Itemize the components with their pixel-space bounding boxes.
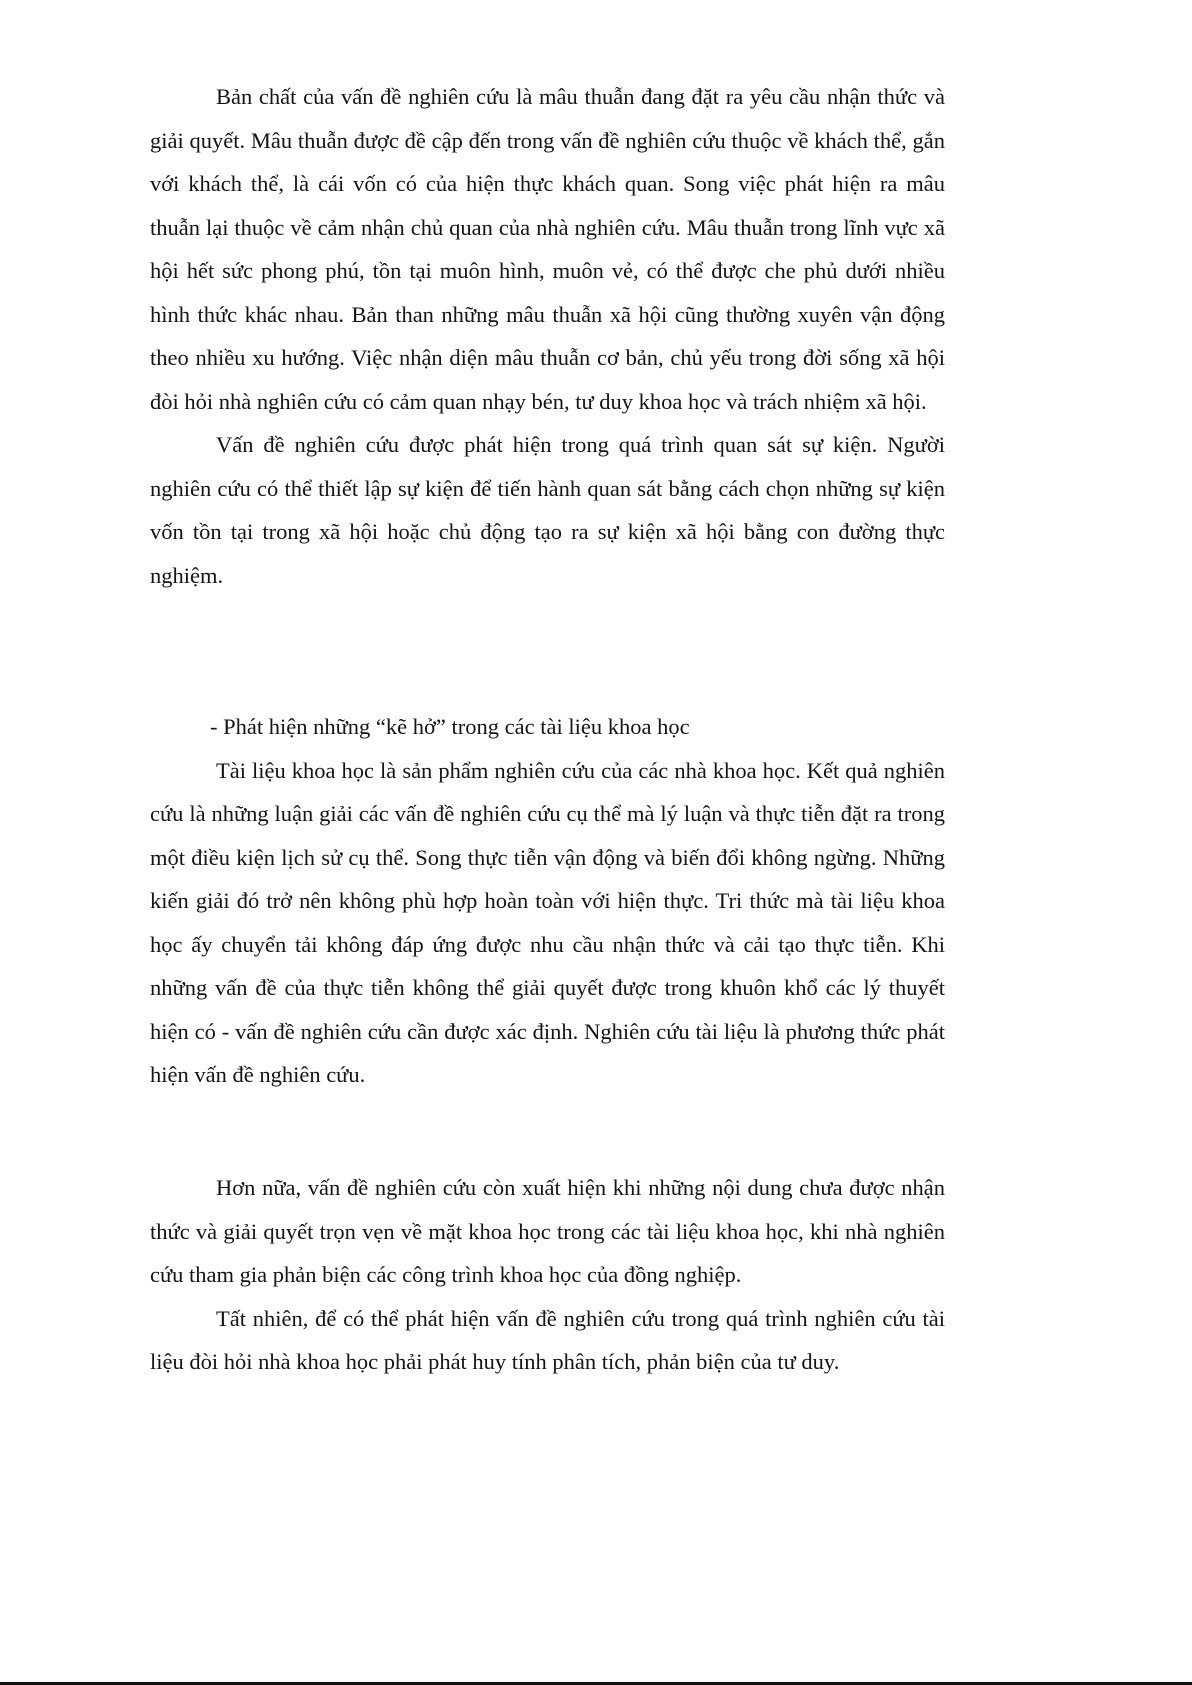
text-block-intro — [150, 75, 945, 597]
paragraph: Vấn đề nghiên cứu được phát hiện trong quá trình quan sát sự kiện. Người nghiên cứu có thể thiết lập sự kiện để tiến hành quan sát bằng cách chọn những sự kiện vốn tồn tại trong xã hội hoặc chủ động tạo ra sự kiện xã hội bằng con đường thực nghiệm. — [150, 432, 945, 588]
text-block-conclusion — [150, 1166, 945, 1384]
text-block-documents — [150, 705, 945, 1097]
paragraph: Hơn nữa, vấn đề nghiên cứu còn xuất hiện khi những nội dung chưa được nhận thức và giải quyết trọn vẹn về mặt khoa học trong các tài liệu khoa học, khi nhà nghiên cứu tham gia phản biện các công trình khoa học của đồng nghiệp. — [150, 1175, 945, 1287]
section-heading: - Phát hiện những “kẽ hở” trong các tài liệu khoa học — [210, 714, 690, 739]
paragraph: Tất nhiên, để có thể phát hiện vấn đề nghiên cứu trong quá trình nghiên cứu tài liệu đòi hỏi nhà khoa học phải phát huy tính phân tích, phản biện của tư duy. — [150, 1305, 945, 1374]
paragraph: Bản chất của vấn đề nghiên cứu là mâu thuẫn đang đặt ra yêu cầu nhận thức và giải quyết. Mâu thuẫn được đề cập đến trong vấn đề nghiên cứu thuộc về khách thể, gắn với khách thể, là cái vốn có của hiện thực khách quan. Song việc phát hiện ra mâu thuẫn lại thuộc về cảm nhận chủ quan của nhà nghiên cứu. Mâu thuẫn trong lĩnh vực xã hội hết sức phong phú, tồn tại muôn hình, muôn vẻ, có thể được che phủ dưới nhiều hình thức khác nhau. Bản than những mâu thuẫn xã hội cũng thường xuyên vận động theo nhiều xu hướng. Việc nhận diện mâu thuẫn cơ bản, chủ yếu trong đời sống xã hội đòi hỏi nhà nghiên cứu có cảm quan nhạy bén, tư duy khoa học và trách nhiệm xã hội. — [150, 84, 945, 414]
paragraph: Tài liệu khoa học là sản phẩm nghiên cứu của các nhà khoa học. Kết quả nghiên cứu là những luận giải các vấn đề nghiên cứu cụ thể mà lý luận và thực tiễn đặt ra trong một điều kiện lịch sử cụ thể. Song thực tiễn vận động và biến đổi không ngừng. Những kiến giải đó trở nên không phù hợp hoàn toàn với hiện thực. Tri thức mà tài liệu khoa học ấy chuyển tải không đáp ứng được nhu cầu nhận thức và cải tạo thực tiễn. Khi những vấn đề của thực tiễn không thể giải quyết được trong khuôn khổ các lý thuyết hiện có - vấn đề nghiên cứu cần được xác định. Nghiên cứu tài liệu là phương thức phát hiện vấn đề nghiên cứu. — [150, 757, 945, 1087]
